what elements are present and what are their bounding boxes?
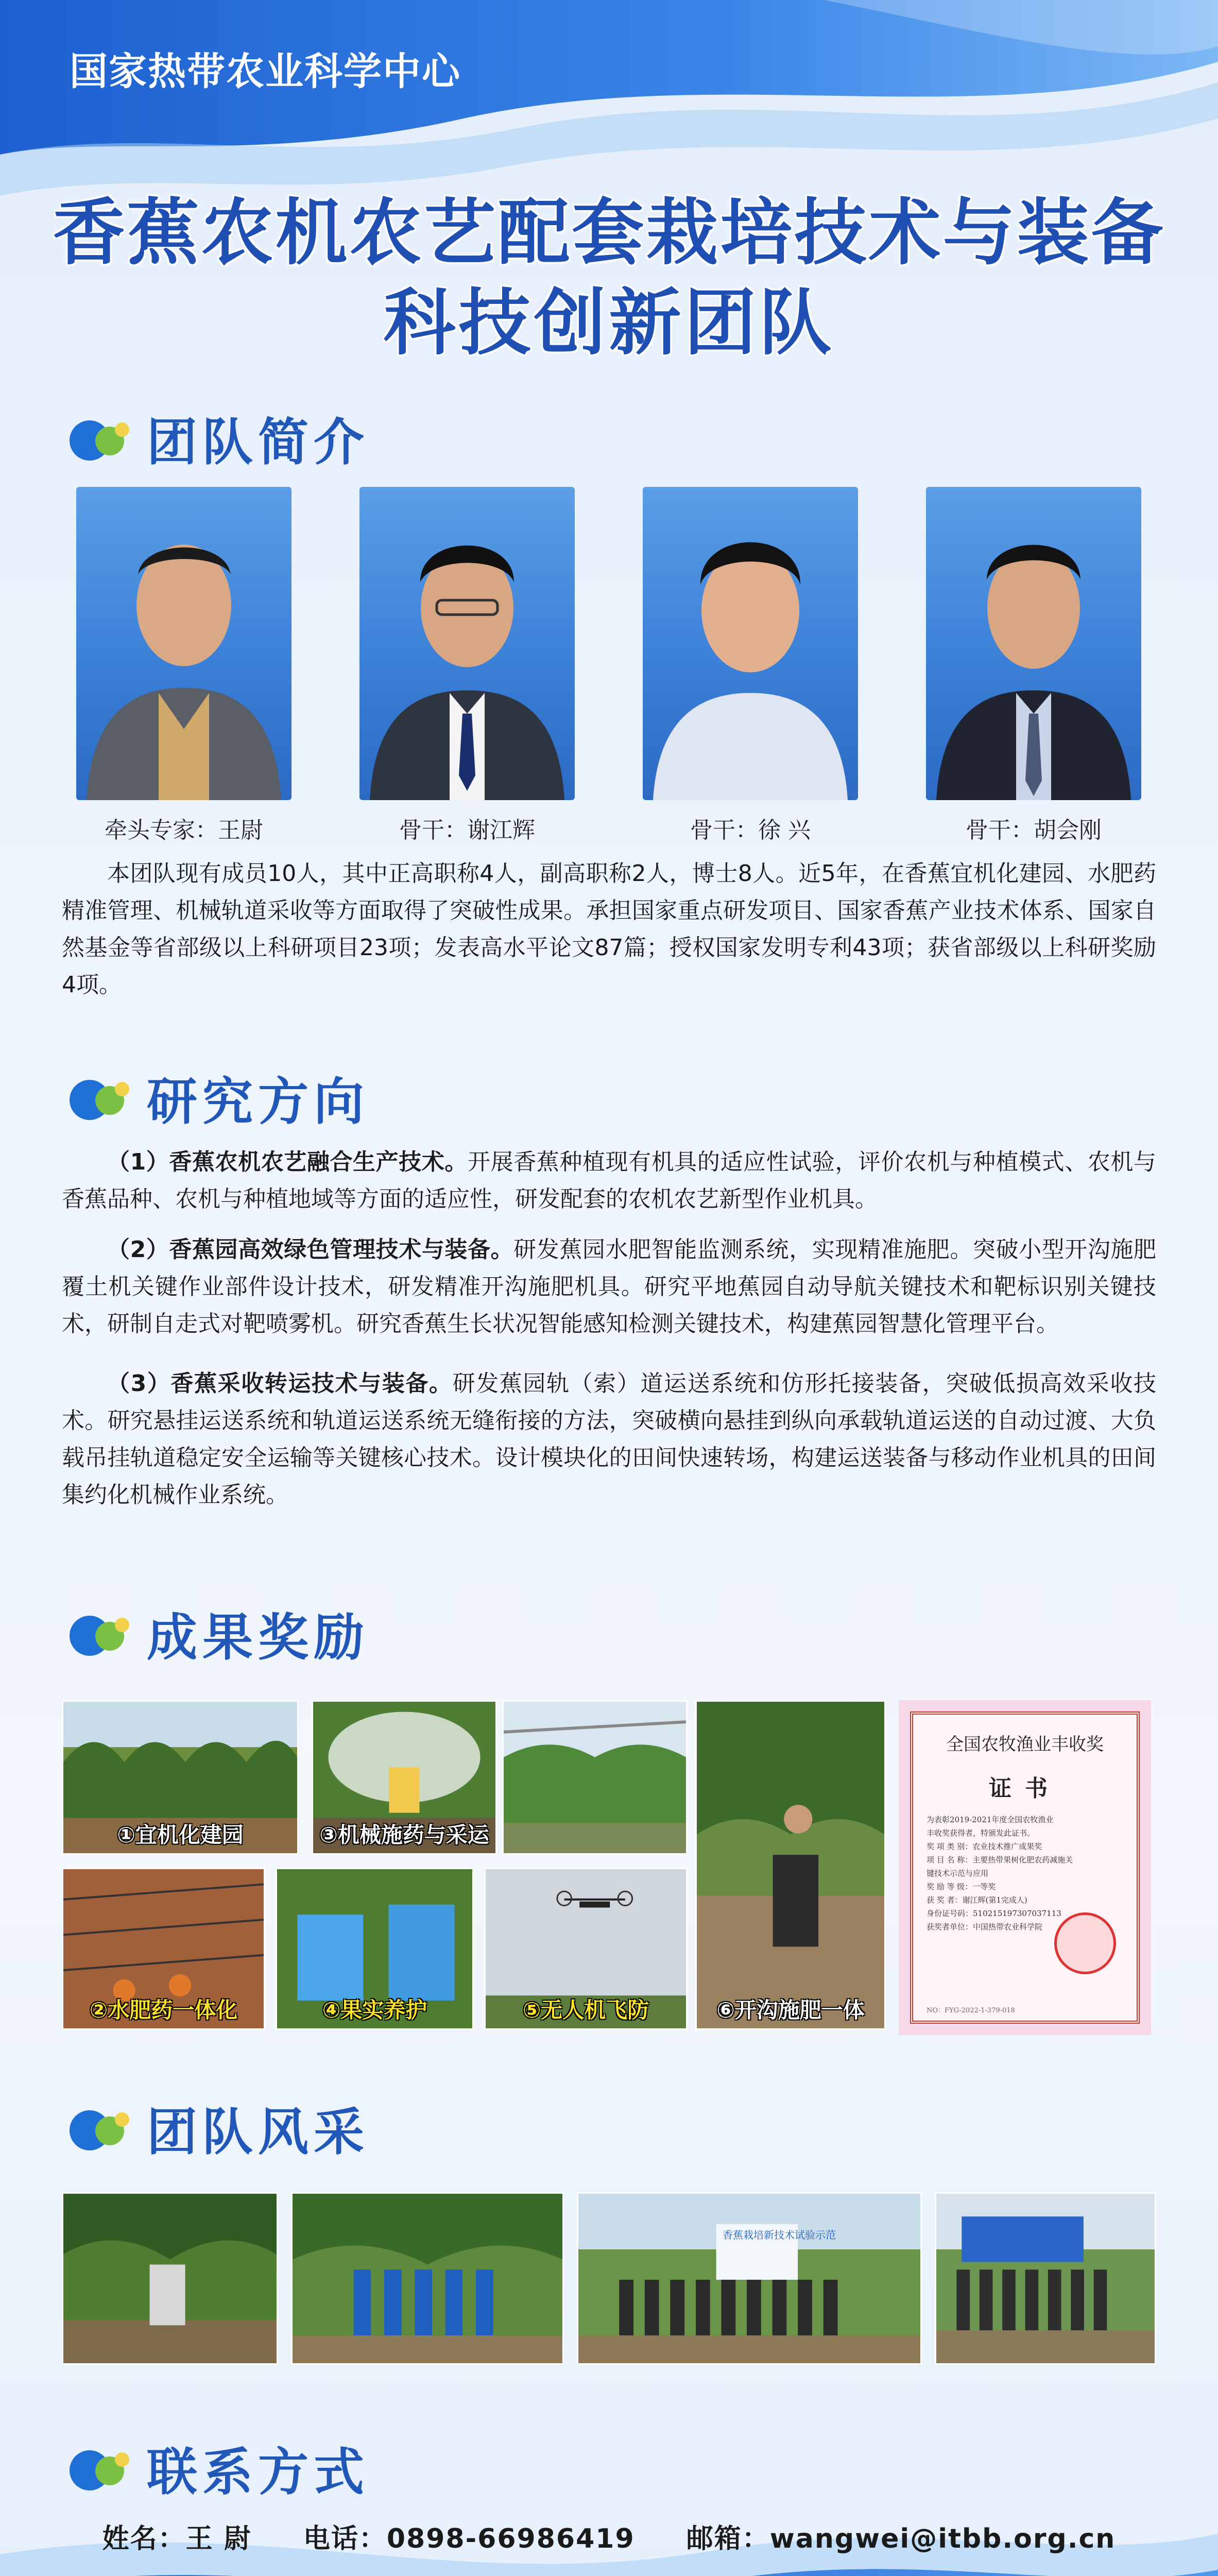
section-dots-icon — [70, 1611, 136, 1657]
achievement-photo — [695, 1700, 886, 2030]
research-item-text: 研发蕉园轨（索）道运送系统和仿形托接装备，突破低损高效采收技术。研究悬挂运送系统和轨道运送系统无缝衔接的方法，突破横向悬挂到纵向承载轨道运送的自动过渡、大负载吊挂轨道稳定安全运输等关键核心技术。设计模块化的田间快速转场，构建运送装备与移动作业机具的田间集约化机械作业系统。 — [62, 1370, 1156, 1508]
section-title: 研究方向 — [147, 1073, 370, 1131]
research-item-title: （1）香蕉农机农艺融合生产技术。 — [107, 1149, 468, 1175]
achievement-photo — [312, 1700, 497, 1855]
certificate-title: 全国农牧渔业丰收奖 — [946, 1734, 1104, 1755]
section-title: 联系方式 — [147, 2443, 370, 2502]
contact-email[interactable]: 邮箱：wangwei@itbb.org.cn — [686, 2523, 1116, 2554]
page-title: 香蕉农机农艺配套栽培技术与装备 — [53, 191, 1165, 275]
certificate-subtitle: 证书 — [989, 1775, 1061, 1802]
research-item-title: （2）香蕉园高效绿色管理技术与装备。 — [107, 1236, 514, 1263]
certificate-line: 丰收奖获得者，特颁发此证书。 — [927, 1828, 1035, 1838]
member-caption: 骨干：胡会刚 — [966, 817, 1102, 843]
research-item-title: （3）香蕉采收转运技术与装备。 — [107, 1370, 453, 1397]
team-photo — [291, 2192, 564, 2365]
team-photo — [935, 2192, 1156, 2365]
team-photo — [62, 2192, 278, 2365]
contact-line — [0, 2517, 1218, 2555]
demo-sign: 香蕉栽培新技术试验示范 — [723, 2229, 836, 2241]
section-dots-icon — [70, 2105, 136, 2151]
achievement-photo — [484, 1868, 688, 2030]
contact-phone[interactable]: 电话：0898-66986419 — [303, 2523, 635, 2554]
section-team-style — [70, 2092, 369, 2164]
section-dots-icon — [70, 1075, 136, 1121]
photo-label: ⑥开沟施肥一体 — [716, 1997, 865, 2023]
section-team-intro — [70, 402, 369, 474]
portrait-member-2 — [359, 487, 575, 800]
certificate-line: 身份证号码：510215197307037113 — [927, 1909, 1061, 1918]
photo-label: ③机械施药与采运 — [319, 1822, 489, 1848]
section-dots-icon — [70, 415, 136, 462]
achievement-photo — [276, 1868, 474, 2030]
award-certificate — [899, 1700, 1151, 2035]
photo-label: ②水肥药一体化 — [89, 1997, 238, 2023]
achievement-photo — [502, 1700, 688, 1855]
portrait-member-3 — [643, 487, 858, 800]
member-caption: 骨干：谢江辉 — [399, 817, 535, 843]
certificate-line: 键技术示范与应用 — [927, 1869, 989, 1878]
certificate-serial: NO：FYG-2022-1-379-018 — [927, 2007, 1015, 2014]
section-title: 成果奖励 — [147, 1608, 370, 1667]
photo-label: ④果实养护 — [322, 1997, 427, 2023]
certificate-line: 项 目 名 称：主要热带果树化肥农药减施关 — [927, 1855, 1073, 1865]
portrait-member-1 — [76, 487, 291, 800]
page-subtitle: 科技创新团队 — [383, 281, 835, 365]
photo-label: ⑤无人机飞防 — [522, 1997, 649, 2023]
certificate-line: 奖 项 类 别：农业技术推广成果奖 — [927, 1842, 1042, 1851]
certificate-line: 获奖者单位：中国热带农业科学院 — [927, 1922, 1043, 1931]
section-title: 团队风采 — [147, 2103, 370, 2162]
research-item-3 — [62, 1365, 1156, 1514]
research-item-2 — [62, 1231, 1156, 1343]
research-item-text: 开展香蕉种植现有机具的适应性试验，评价农机与种植模式、农机与香蕉品种、农机与种植地域等方面的适应性，研发配套的农机农艺新型作业机具。 — [62, 1149, 1156, 1212]
contact-name: 姓名：王 尉 — [102, 2523, 252, 2554]
team-intro-paragraph: 本团队现有成员10人，其中正高职称4人，副高职称2人，博士8人。近5年，在香蕉宜机化建园、水肥药精准管理、机械轨道采收等方面取得了突破性成果。承担国家重点研发项目、国家香蕉产业技术体系、国家自然基金等省部级以上科研项目23项；发表高水平论文87篇；授权国家发明专利43项；获省部级以上科研奖励4项。 — [62, 860, 1156, 998]
member-caption: 骨干：徐 兴 — [690, 817, 811, 843]
achievement-photo — [62, 1868, 265, 2030]
photo-label: ①宜机化建园 — [117, 1822, 244, 1848]
certificate-line: 获 奖 者：谢江辉(第1完成人) — [927, 1895, 1027, 1905]
org-name: 国家热带农业科学中心 — [70, 49, 461, 94]
achievement-photo — [62, 1700, 299, 1855]
certificate-line: 奖 励 等 级：一等奖 — [927, 1882, 996, 1891]
research-item-text: 研发蕉园水肥智能监测系统，实现精准施肥。突破小型开沟施肥覆土机关键作业部件设计技术，研发精准开沟施肥机具。研究平地蕉园自动导航关键技术和靶标识别关键技术，研制自走式对靶喷雾机。研究香蕉生长状况智能感知检测关键技术，构建蕉园智慧化管理平台。 — [62, 1236, 1156, 1337]
research-item-1 — [62, 1144, 1156, 1218]
certificate-line: 为表彰2019-2021年度全国农牧渔业 — [927, 1815, 1054, 1824]
section-dots-icon — [70, 2445, 136, 2492]
section-research — [70, 1061, 369, 1134]
section-title: 团队简介 — [147, 413, 370, 472]
member-caption: 牵头专家：王尉 — [105, 817, 263, 843]
team-photo — [577, 2192, 922, 2365]
section-achievements — [70, 1597, 369, 1670]
section-contact — [70, 2432, 369, 2504]
portrait-member-4 — [926, 487, 1141, 800]
seal-icon — [1054, 1912, 1116, 1974]
